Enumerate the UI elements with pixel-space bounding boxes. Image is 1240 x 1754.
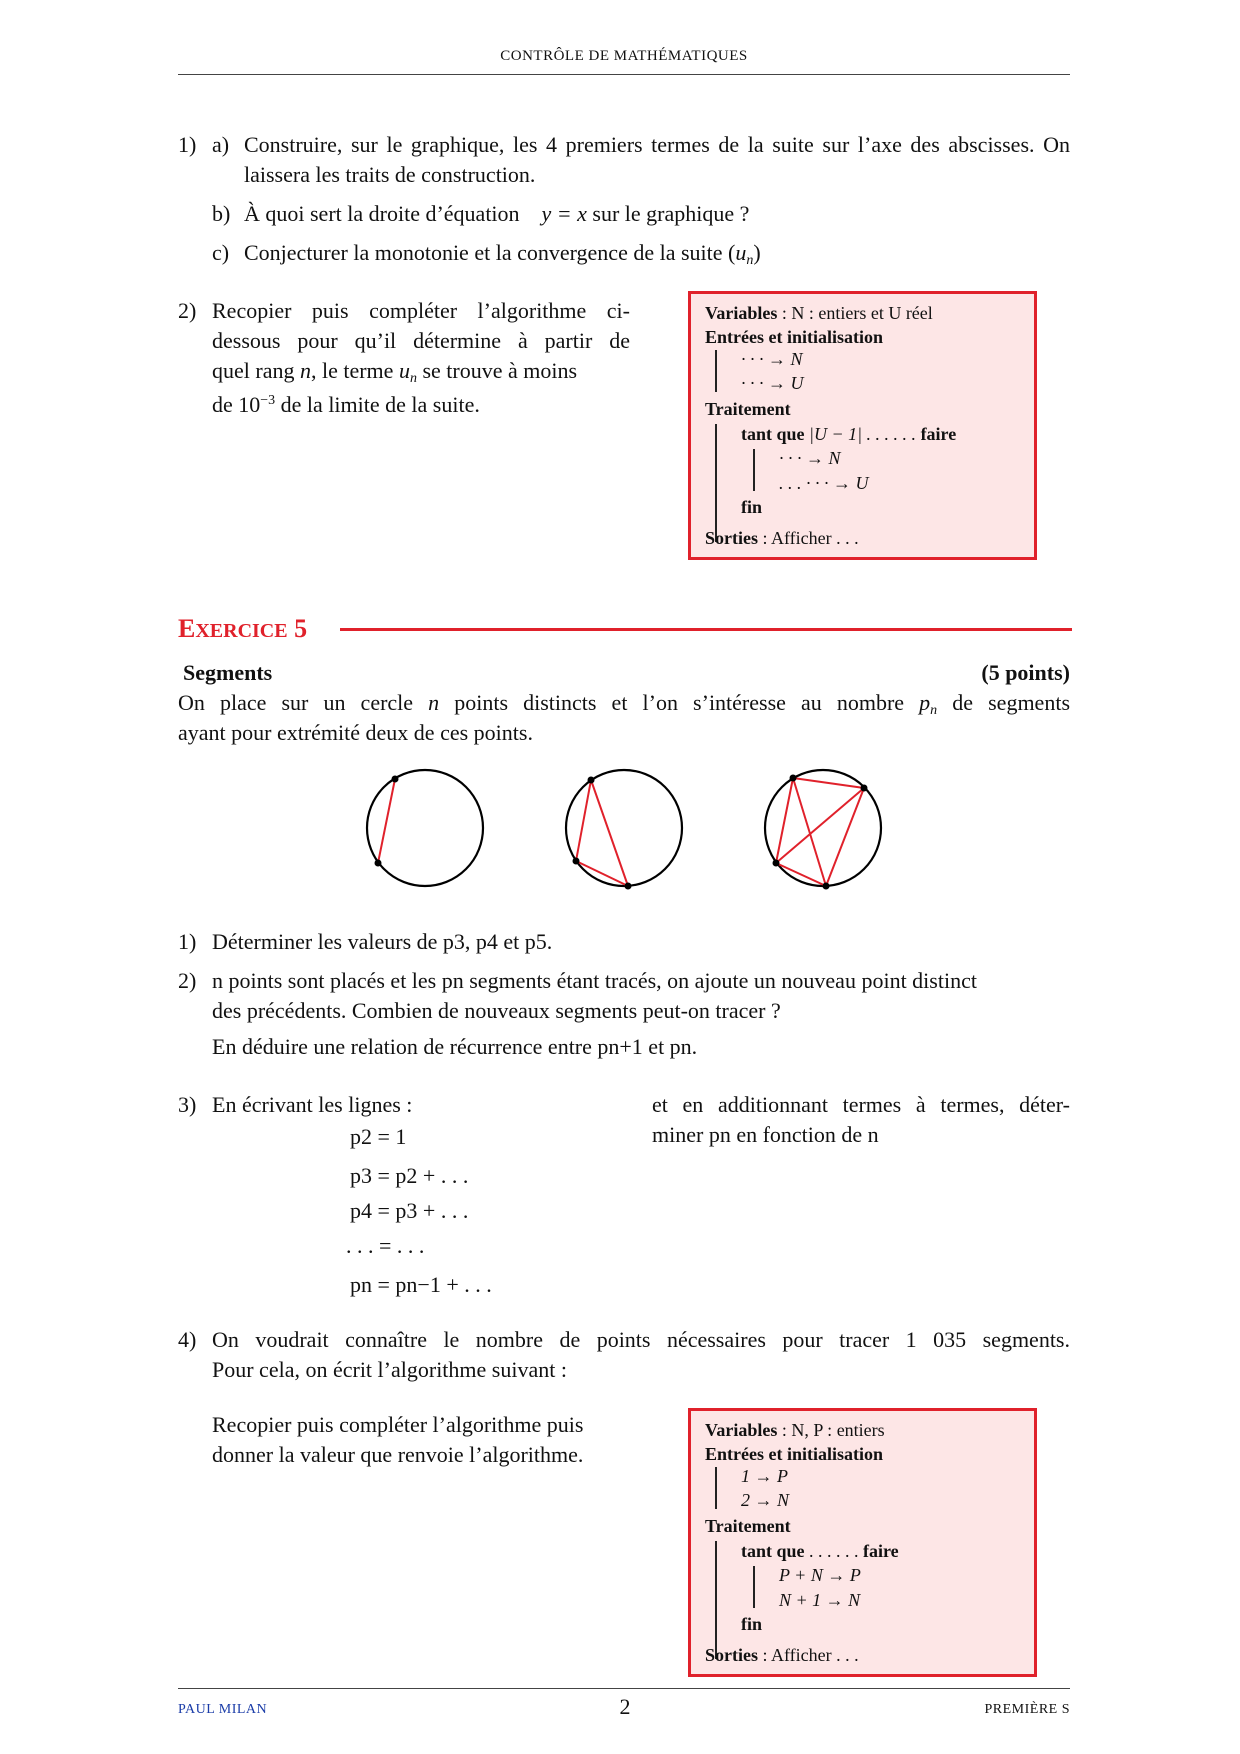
- footer-page-number: 2: [619, 1694, 631, 1719]
- q1-number: 1): [178, 132, 197, 157]
- algo2-end: fin: [741, 1614, 763, 1634]
- algo2-init-1: 1 → P: [741, 1466, 788, 1486]
- algo1-end: fin: [741, 497, 763, 517]
- algo2-trait-bar: [715, 1541, 717, 1659]
- algo2-loop-bar: [753, 1566, 755, 1608]
- equation-p4: p4 = p3 + . . .: [350, 1198, 469, 1223]
- algo2-init-2: 2 → N: [741, 1490, 790, 1510]
- point: [790, 775, 797, 782]
- footer-rule: [178, 1688, 1070, 1689]
- circle-3-points: [367, 770, 483, 886]
- algo2-variables: Variables : N, P : entiers: [705, 1420, 885, 1440]
- algorithm-box-1: [688, 291, 1037, 560]
- segment: [826, 788, 864, 886]
- circle-4-points: [566, 770, 682, 890]
- algo1-loop-2: . . . · · · → U: [779, 473, 869, 493]
- point: [625, 883, 632, 890]
- equation-dots: . . . = . . .: [346, 1233, 425, 1258]
- ex5-q1-number: 1): [178, 929, 197, 954]
- q1c-text: Conjecturer la monotonie et la convergence de la suite $(u_n)$: [244, 240, 761, 268]
- point: [588, 777, 595, 784]
- ex5-q3-right-2: miner pn en fonction de n: [652, 1122, 879, 1147]
- ex5-q4-line2: Pour cela, on écrit l’algorithme suivant :: [212, 1357, 567, 1382]
- exercise-5-rule: [340, 628, 1072, 631]
- exercise-points: (5 points): [981, 660, 1070, 685]
- q1a-letter: a): [212, 132, 230, 157]
- page-header: CONTRÔLE DE MATHÉMATIQUES: [500, 48, 748, 64]
- exercise-subtitle: Segments: [183, 660, 273, 685]
- ex5-q2-line2: des précédents. Combien de nouveaux segments peut-on tracer ?: [212, 998, 781, 1023]
- q2-number: 2): [178, 298, 197, 323]
- circle-5-points: [765, 770, 881, 890]
- algo1-init-2: · · · → U: [741, 373, 804, 393]
- point: [861, 785, 868, 792]
- algo1-output: Sorties : Afficher . . .: [705, 528, 859, 548]
- q2-line1: Recopier puis compléter l’algorithme ci-: [212, 298, 630, 323]
- ex5-q4-number: 4): [178, 1327, 197, 1352]
- algo2-init-label: Entrées et initialisation: [705, 1444, 883, 1464]
- ex5-q2-number: 2): [178, 968, 197, 993]
- equation-pn: pn = pn−1 + . . .: [350, 1272, 492, 1297]
- intro-line1: On place sur un cercle n points distincts et l’on s’intéresse au nombre $p_n$ de segments: [178, 690, 1070, 718]
- algo1-trait-label: Traitement: [705, 399, 791, 419]
- point: [375, 860, 382, 867]
- q1b-letter: b): [212, 201, 231, 226]
- algo1-init-1: · · · → N: [741, 349, 803, 369]
- ex5-q1-text: Déterminer les valeurs de p3, p4 et p5.: [212, 929, 553, 954]
- algo1-loop-1: · · · → N: [779, 448, 841, 468]
- ex5-q3-number: 3): [178, 1092, 197, 1117]
- q2-line2: dessous pour qu’il détermine à partir de: [212, 328, 630, 353]
- ex5-q3-right-1: et en additionnant termes à termes, déter-: [652, 1092, 1070, 1117]
- q1c-letter: c): [212, 240, 230, 265]
- exercise-5-title: EXERCICE 5: [178, 614, 308, 643]
- ex5-q4-side-2: donner la valeur que renvoie l’algorithme.: [212, 1442, 584, 1467]
- ex5-q3-left: En écrivant les lignes :: [212, 1092, 413, 1117]
- ex5-q4-side-1: Recopier puis compléter l’algorithme puis: [212, 1412, 584, 1437]
- ex5-q2-line3: En déduire une relation de récurrence entre pn+1 et pn.: [212, 1034, 698, 1059]
- q1b-text: À quoi sert la droite d’équation y = x sur le graphique ?: [244, 201, 750, 226]
- ex5-q4-line1: On voudrait connaître le nombre de points nécessaires pour tracer 1 035 segments.: [212, 1327, 1070, 1352]
- equation-p2: p2 = 1: [350, 1124, 407, 1149]
- circle-2: [566, 770, 682, 886]
- algo1-trait-bar: [715, 424, 717, 542]
- algo1-init-bar: [715, 350, 717, 392]
- algo2-loop-1: P + N → P: [779, 1565, 861, 1585]
- algo2-trait-label: Traitement: [705, 1516, 791, 1536]
- algo1-while: tant que |U − 1| . . . . . . faire: [741, 424, 957, 444]
- algo1-init-label: Entrées et initialisation: [705, 327, 883, 347]
- intro-line2: ayant pour extrémité deux de ces points.: [178, 720, 533, 745]
- algo2-init-bar: [715, 1467, 717, 1509]
- algo2-output: Sorties : Afficher . . .: [705, 1645, 859, 1665]
- q1a-text: Construire, sur le graphique, les 4 premiers termes de la suite sur l’axe des abscisses. On laissera les traits de construction.: [244, 132, 1070, 187]
- header-rule: [178, 74, 1070, 75]
- algo1-loop-bar: [753, 449, 755, 491]
- point: [392, 776, 399, 783]
- footer-class: PREMIÈRE S: [984, 1702, 1070, 1717]
- equation-p3: p3 = p2 + . . .: [350, 1163, 469, 1188]
- point: [573, 858, 580, 865]
- algo2-while: tant que . . . . . . faire: [741, 1541, 899, 1561]
- circles-figure: [350, 760, 910, 900]
- algo1-variables: Variables : N : entiers et U réel: [705, 303, 933, 323]
- algo2-loop-2: N + 1 → N: [779, 1590, 861, 1610]
- point: [773, 860, 780, 867]
- segment: [793, 778, 826, 886]
- algorithm-box-2: [688, 1408, 1037, 1677]
- footer-author: PAUL MILAN: [178, 1702, 268, 1717]
- q2-line4: de $10^{-3}$ de la limite de la suite.: [212, 392, 480, 417]
- point: [823, 883, 830, 890]
- ex5-q2-line1: n points sont placés et les pn segments étant tracés, on ajoute un nouveau point distinct: [212, 968, 977, 993]
- q2-line3: quel rang n, le terme $u_n$ se trouve à moins: [212, 358, 578, 386]
